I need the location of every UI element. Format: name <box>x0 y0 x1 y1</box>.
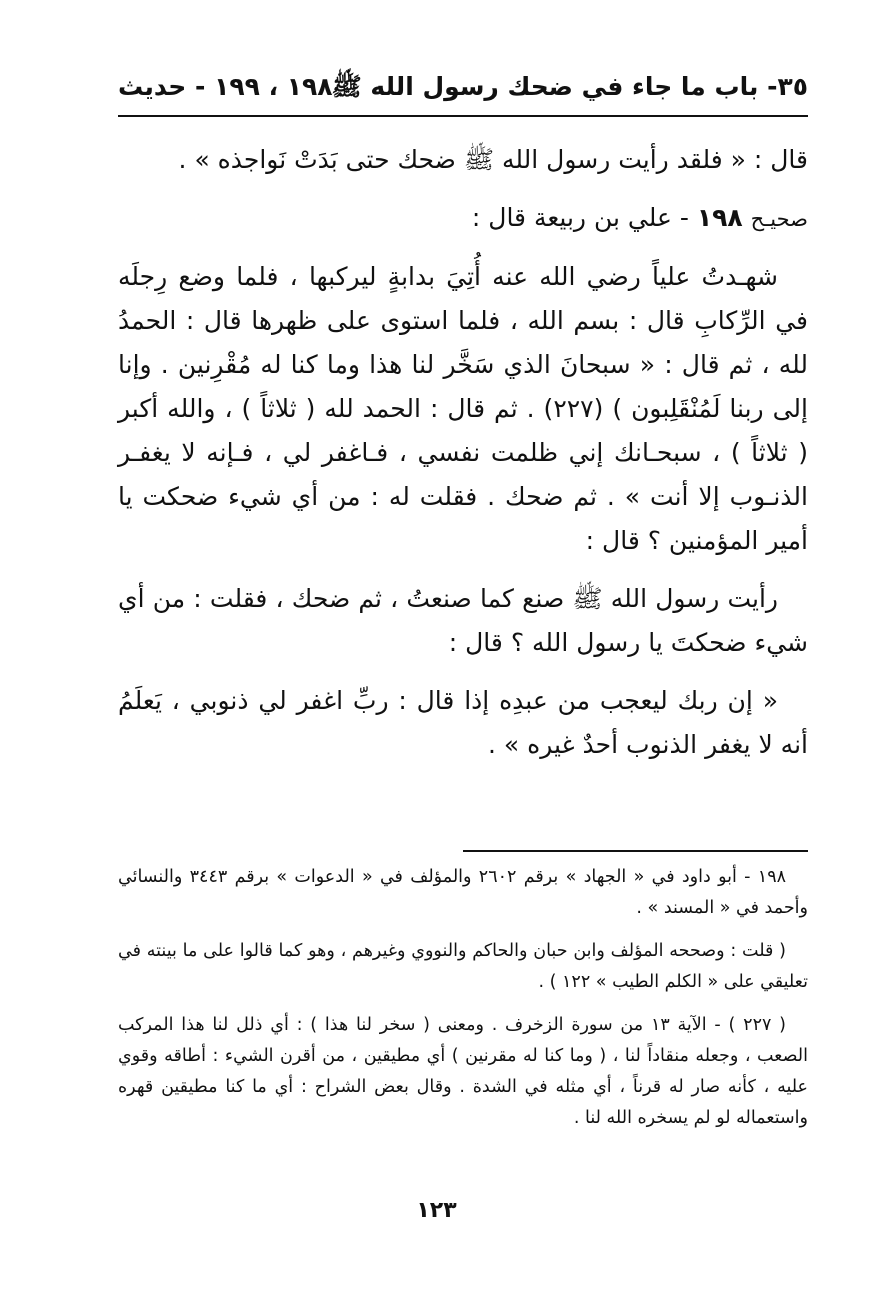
page-number: ١٢٣ <box>416 1198 457 1223</box>
paragraph-3: « إن ربك ليعجب من عبدِه إذا قال : ربِّ اغفر لي ذنوبي ، يَعلَمُ أنه لا يغفر الذنوب أحدٌ غيره » . <box>118 686 808 759</box>
footnotes <box>118 862 808 1146</box>
running-header <box>118 62 808 112</box>
main-text <box>118 138 808 781</box>
intro-line: قال : « فلقد رأيت رسول الله ﷺ ضحك حتى بَدَتْ نَواجذه » . <box>178 145 808 174</box>
footnote-2: ( قلت : وصححه المؤلف وابن حبان والحاكم والنووي وغيرهم ، وهو كما قالوا على ما بينته في تعليقي على « الكلم الطيب » ١٢٢ ) . <box>118 941 808 992</box>
header-divider <box>118 115 808 117</box>
hadith-number: ١٩٨ <box>696 203 743 232</box>
hadith-intro: - علي بن ربيعة قال : <box>471 203 689 232</box>
hadith-range: ١٩٨ ، ١٩٩ - حديث <box>118 72 333 101</box>
hadith-grade: صحيـح <box>750 207 808 231</box>
chapter-title: ٣٥- باب ما جاء في ضحك رسول الله ﷺ <box>331 72 808 101</box>
footnote-divider <box>463 850 808 852</box>
footnote-3: ( ٢٢٧ ) - الآية ١٣ من سورة الزخرف . ومعنى ( سخر لنا هذا ) : أي ذلل لنا هذا المركب الصعب ، وجعله منقاداً لنا ، ( وما كنا له مقرنين ) أي مطيقين ، من أقرن الشيء : أطاقه وقوي عليه ، كأنه صار له قرناً ، أي مثله في الشدة . وقال بعض الشراح : أي ما كنا مطيقين قهره واستعماله لو لم يسخره الله لنا . <box>118 1015 808 1128</box>
footnote-1: ١٩٨ - أبو داود في « الجهاد » برقم ٢٦٠٢ والمؤلف في « الدعوات » برقم ٣٤٤٣ والنسائي وأحمد في « المسند » . <box>118 867 808 918</box>
paragraph-2: رأيت رسول الله ﷺ صنع كما صنعتُ ، ثم ضحك ، فقلت : من أي شيء ضحكتَ يا رسول الله ؟ قال : <box>118 584 808 657</box>
paragraph-1: شهـدتُ علياً رضي الله عنه أُتِيَ بدابةٍ ليركبها ، فلما وضع رِجلَه في الرِّكابِ قال : بسم الله ، فلما استوى على ظهرها قال : الحمدُ لله ، ثم قال : « سبحانَ الذي سَخَّر لنا هذا وما كنا له مُقْرِنين . وإنا إلى ربنا لَمُنْقَلِبون ) (٢٢٧) . ثم قال : الحمد لله ( ثلاثاً ) ، والله أكبر ( ثلاثاً ) ، سبحـانك إني ظلمت نفسي ، فـاغفر لي ، فـإنه لا يغفـر الذنـوب إلا أنت » . ثم ضحك . فقلت له : من أي شيء ضحكت يا أمير المؤمنين ؟ قال : <box>118 262 808 555</box>
hadith-heading <box>118 196 808 241</box>
